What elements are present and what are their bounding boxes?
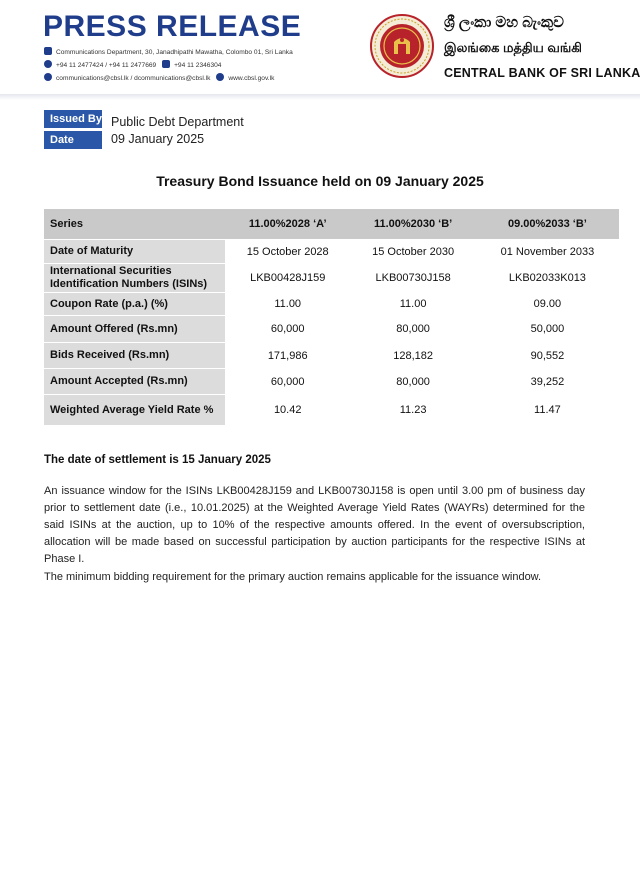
table-row <box>44 369 619 395</box>
column-header-bond-b-2030: 11.00%2030 ‘B’ <box>350 209 475 240</box>
table-cell: 11.00 <box>225 293 350 316</box>
table-cell: 09.00 <box>476 293 619 316</box>
table-row <box>44 293 619 316</box>
table-cell: 15 October 2028 <box>225 240 350 264</box>
fax-icon <box>162 60 170 68</box>
table-header-row <box>44 209 619 240</box>
table-cell: 128,182 <box>350 343 475 369</box>
table-cell: 90,552 <box>476 343 619 369</box>
bank-name-sinhala: ශ්‍රී ලංකා මහ බැංකුව <box>444 14 564 31</box>
date-value: 09 January 2025 <box>111 132 205 146</box>
table-cell: LKB00730J158 <box>350 264 475 293</box>
table-cell: 80,000 <box>350 316 475 343</box>
table-cell: 171,986 <box>225 343 350 369</box>
document-title: Treasury Bond Issuance held on 09 January 2025 <box>156 173 484 189</box>
table-cell: 60,000 <box>225 316 350 343</box>
row-label: Amount Offered (Rs.mn) <box>44 316 225 343</box>
email-line <box>44 73 274 84</box>
issued-by-value: Public Debt Department <box>111 115 244 129</box>
column-header-bond-b-2033: 09.00%2033 ‘B’ <box>476 209 619 240</box>
press-release-title: PRESS RELEASE <box>43 10 302 43</box>
table-cell: 50,000 <box>476 316 619 343</box>
row-label: Coupon Rate (p.a.) (%) <box>44 293 225 316</box>
issuance-window-paragraph: An issuance window for the ISINs LKB00428J159 and LKB00730J158 is open until 3.00 pm of business day prior to settlement date (i.e., 10.01.2025) at the Weighted Average Yield Rates (WAYRs) determined for the said ISINs at the auction, up to 10% of the respective amounts offered. In the event of oversubscription, allocation will be made based on successful participation by auction participants for the respective ISINs at Phase I. <box>44 485 585 565</box>
row-label: Date of Maturity <box>44 240 225 264</box>
table-cell: 11.00 <box>350 293 475 316</box>
table-row <box>44 240 619 264</box>
building-icon <box>44 47 52 55</box>
table-cell: LKB00428J159 <box>225 264 350 293</box>
table-row <box>44 343 619 369</box>
table-cell: 60,000 <box>225 369 350 395</box>
table-cell: 80,000 <box>350 369 475 395</box>
row-label: Amount Accepted (Rs.mn) <box>44 369 225 395</box>
table-cell: 01 November 2033 <box>476 240 619 264</box>
row-label: Bids Received (Rs.mn) <box>44 343 225 369</box>
issued-by-tag: Issued By <box>44 110 102 128</box>
bank-name-english: CENTRAL BANK OF SRI LANKA <box>444 66 640 80</box>
column-header-bond-a-2028: 11.00%2028 ‘A’ <box>225 209 350 240</box>
email-icon <box>44 73 52 81</box>
address-text: Communications Department, 30, Janadhipathi Mawatha, Colombo 01, Sri Lanka <box>56 49 293 56</box>
web-icon <box>216 73 224 81</box>
website-text[interactable]: www.cbsl.gov.lk <box>228 75 275 82</box>
table-row <box>44 316 619 343</box>
bank-name-tamil: இலங்கை மத்திய வங்கி <box>444 40 582 55</box>
table-cell: 11.47 <box>476 395 619 426</box>
table-cell: 10.42 <box>225 395 350 426</box>
table-cell: 15 October 2030 <box>350 240 475 264</box>
central-bank-seal <box>370 14 434 78</box>
row-label: International Securities Identification Numbers (ISINs) <box>44 264 225 293</box>
phone-icon <box>44 60 52 68</box>
table-cell: 39,252 <box>476 369 619 395</box>
phone-text: +94 11 2477424 / +94 11 2477669 <box>56 62 157 69</box>
minimum-bidding-paragraph: The minimum bidding requirement for the primary auction remains applicable for the issuance window. <box>44 571 542 583</box>
address-line <box>44 47 293 58</box>
column-header-series: Series <box>44 209 225 240</box>
fax-text: +94 11 2346304 <box>174 62 222 69</box>
table-row <box>44 264 619 293</box>
header-divider <box>0 94 640 100</box>
page-header <box>0 0 640 100</box>
bond-results-table <box>44 209 619 426</box>
phone-line <box>44 60 221 71</box>
row-label: Weighted Average Yield Rate % <box>44 395 225 426</box>
table-row <box>44 395 619 426</box>
table-cell: 11.23 <box>350 395 475 426</box>
settlement-date-heading: The date of settlement is 15 January 2025 <box>44 454 271 466</box>
email-text[interactable]: communications@cbsl.lk / dcommunications@cbsl.lk <box>56 75 211 82</box>
table-cell: LKB02033K013 <box>476 264 619 293</box>
date-tag: Date <box>44 131 102 149</box>
